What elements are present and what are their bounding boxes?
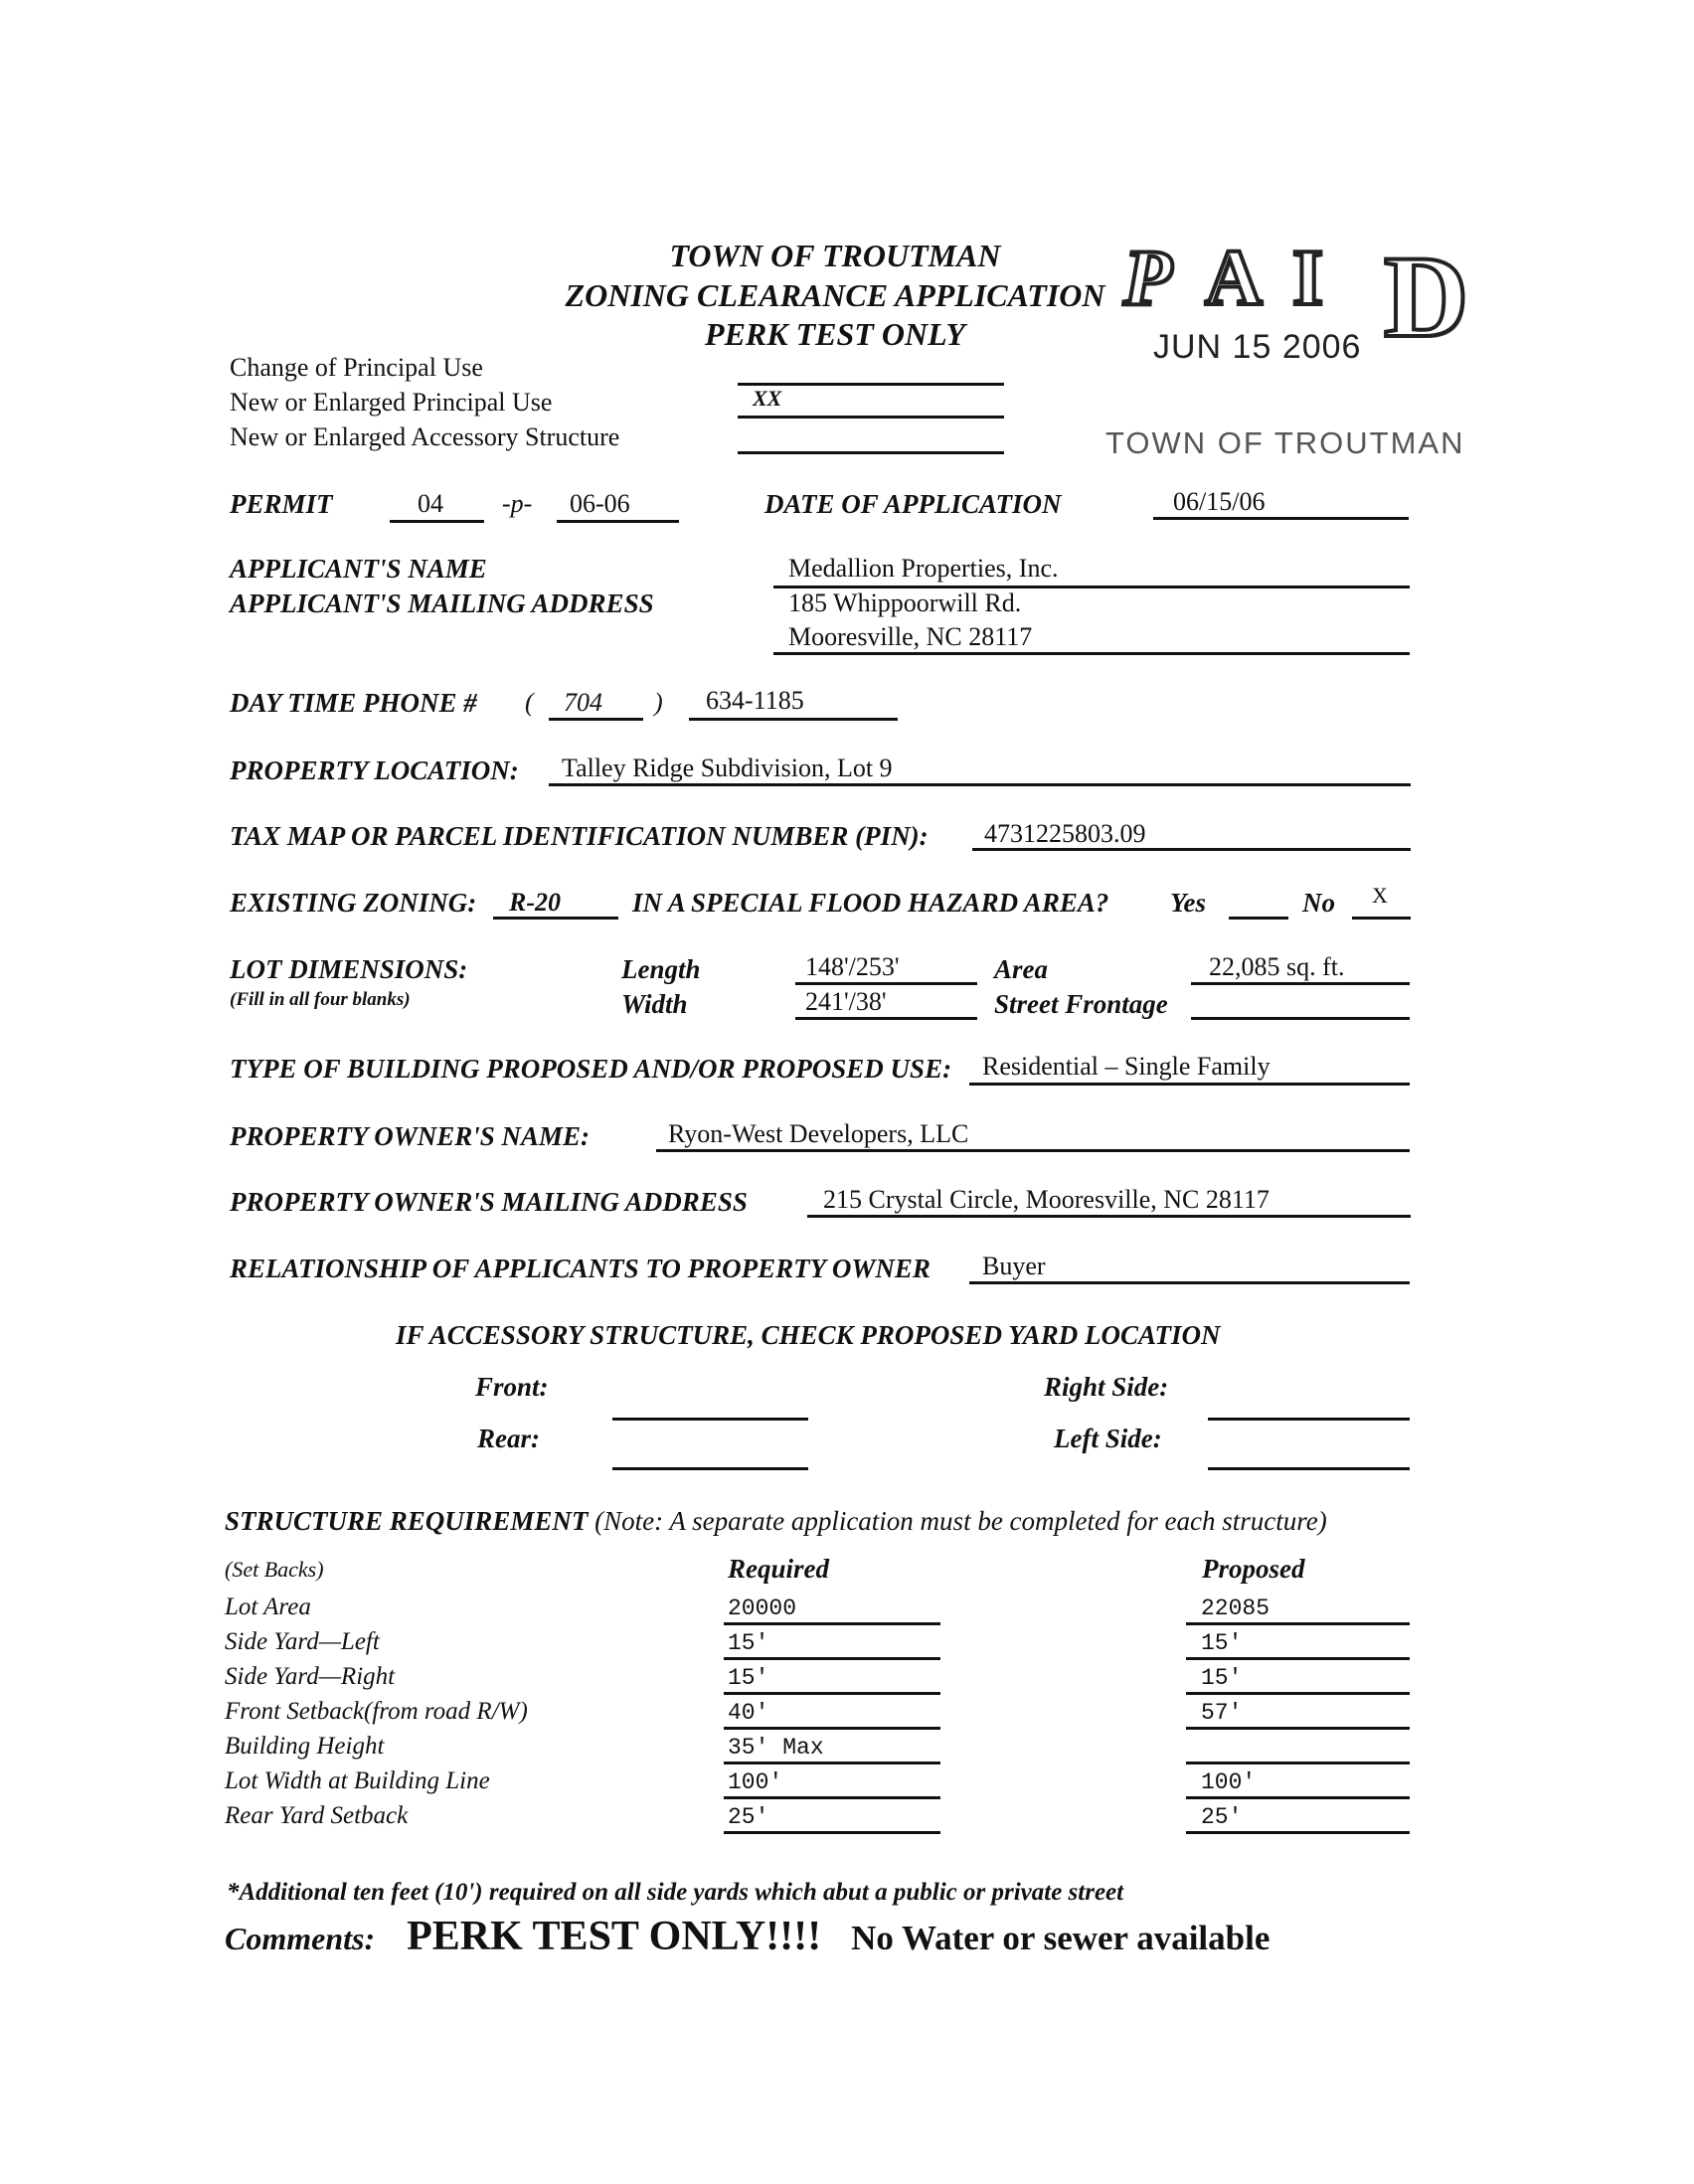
lot-length-value[interactable]: 148'/253': [805, 952, 900, 981]
owner-address-label: PROPERTY OWNER'S MAILING ADDRESS: [230, 1187, 748, 1217]
lot-width-field[interactable]: [795, 1017, 977, 1020]
relationship-value[interactable]: Buyer: [982, 1252, 1046, 1280]
property-location-label: PROPERTY LOCATION:: [230, 756, 519, 785]
proposed-header: Proposed: [1202, 1554, 1305, 1584]
building-type-field[interactable]: [969, 1083, 1410, 1086]
phone-open-paren: (: [525, 688, 534, 717]
structure-row-label: Front Setback(from road R/W): [225, 1698, 528, 1725]
lot-area-label: Area: [994, 954, 1048, 984]
use-new-principal-label: New or Enlarged Principal Use: [230, 388, 553, 417]
applicant-name-value[interactable]: Medallion Properties, Inc.: [788, 554, 1059, 583]
structure-row-proposed[interactable]: 100': [1201, 1769, 1257, 1795]
structure-heading-bold: STRUCTURE REQUIREMENT: [225, 1506, 589, 1536]
applicant-address-line2[interactable]: Mooresville, NC 28117: [788, 622, 1033, 651]
flood-hazard-label: IN A SPECIAL FLOOD HAZARD AREA?: [632, 888, 1109, 918]
stamp-letter-d: D: [1384, 232, 1469, 362]
comments-row: [225, 1913, 1270, 1960]
use-new-principal-field[interactable]: [738, 416, 1004, 419]
structure-row-label: Rear Yard Setback: [225, 1802, 409, 1829]
owner-name-label: PROPERTY OWNER'S NAME:: [230, 1121, 591, 1151]
use-accessory-field[interactable]: [738, 451, 1004, 454]
flood-no-field[interactable]: [1352, 917, 1411, 920]
structure-row-proposed-field[interactable]: [1186, 1657, 1410, 1660]
relationship-field[interactable]: [969, 1281, 1410, 1284]
form-title-application: ZONING CLEARANCE APPLICATION: [565, 277, 1105, 313]
stamp-town: TOWN OF TROUTMAN: [1105, 425, 1465, 460]
structure-row-required-field[interactable]: [724, 1796, 940, 1799]
phone-area-code-field[interactable]: [549, 718, 643, 721]
structure-row-required-field[interactable]: [724, 1831, 940, 1834]
structure-row-required-field[interactable]: [724, 1762, 940, 1764]
structure-row-label: Lot Width at Building Line: [225, 1767, 490, 1794]
structure-row-label: Building Height: [225, 1733, 385, 1760]
phone-number-value[interactable]: 634-1185: [706, 686, 804, 715]
permit-part2-field[interactable]: [557, 520, 679, 523]
permit-part1-value[interactable]: 04: [418, 489, 443, 518]
structure-row-required[interactable]: 20000: [728, 1596, 797, 1621]
lot-width-value[interactable]: 241'/38': [805, 987, 887, 1016]
existing-zoning-value[interactable]: R-20: [509, 888, 561, 917]
structure-row-proposed-field[interactable]: [1186, 1692, 1410, 1695]
required-header: Required: [728, 1554, 830, 1584]
structure-row-required-field[interactable]: [724, 1692, 940, 1695]
pin-value[interactable]: 4731225803.09: [984, 819, 1146, 848]
date-of-application-value[interactable]: 06/15/06: [1173, 487, 1266, 516]
stamp-letter-a: A: [1205, 235, 1263, 322]
phone-number-field[interactable]: [689, 718, 898, 721]
accessory-rear-label: Rear:: [477, 1424, 540, 1453]
owner-address-field[interactable]: [807, 1215, 1411, 1218]
structure-row-required[interactable]: 15': [728, 1630, 769, 1656]
relationship-label: RELATIONSHIP OF APPLICANTS TO PROPERTY OWNER: [230, 1254, 931, 1283]
structure-row-proposed-field[interactable]: [1186, 1762, 1410, 1764]
structure-row-proposed[interactable]: 15': [1201, 1665, 1243, 1691]
structure-row-proposed-field[interactable]: [1186, 1622, 1410, 1625]
pin-label: TAX MAP OR PARCEL IDENTIFICATION NUMBER (PIN):: [230, 821, 929, 851]
structure-row-proposed[interactable]: 25': [1201, 1804, 1243, 1830]
accessory-heading: IF ACCESSORY STRUCTURE, CHECK PROPOSED YARD LOCATION: [396, 1320, 1221, 1350]
phone-close-paren: ): [654, 688, 663, 717]
structure-row-required[interactable]: 100': [728, 1769, 783, 1795]
accessory-front-label: Front:: [475, 1372, 549, 1402]
phone-label: DAY TIME PHONE #: [230, 688, 477, 718]
structure-row-required-field[interactable]: [724, 1727, 940, 1730]
property-location-field[interactable]: [549, 783, 1411, 786]
structure-row-required[interactable]: 15': [728, 1665, 769, 1691]
applicant-address-line1[interactable]: 185 Whippoorwill Rd.: [788, 588, 1022, 617]
structure-heading-note: (Note: A separate application must be completed for each structure): [594, 1506, 1327, 1536]
date-of-application-field[interactable]: [1153, 517, 1409, 520]
accessory-right-side-field[interactable]: [1208, 1418, 1410, 1421]
structure-row-required-field[interactable]: [724, 1657, 940, 1660]
existing-zoning-label: EXISTING ZONING:: [230, 888, 477, 918]
structure-row-required[interactable]: 35' Max: [728, 1735, 824, 1761]
stamp-letter-i: I: [1292, 235, 1324, 322]
building-type-label: TYPE OF BUILDING PROPOSED AND/OR PROPOSED USE:: [230, 1054, 952, 1084]
structure-row-required[interactable]: 25': [728, 1804, 769, 1830]
owner-name-value[interactable]: Ryon-West Developers, LLC: [668, 1119, 969, 1148]
building-type-value[interactable]: Residential – Single Family: [982, 1052, 1270, 1081]
street-frontage-field[interactable]: [1191, 1017, 1410, 1020]
date-of-application-label: DATE OF APPLICATION: [764, 489, 1062, 519]
lot-length-label: Length: [621, 954, 701, 984]
existing-zoning-field[interactable]: [493, 917, 618, 920]
owner-name-field[interactable]: [656, 1149, 1410, 1152]
use-change-principal-label: Change of Principal Use: [230, 353, 483, 382]
accessory-right-side-label: Right Side:: [1044, 1372, 1169, 1402]
structure-heading: [225, 1506, 1327, 1537]
structure-row-required-field[interactable]: [724, 1622, 940, 1625]
lot-dimensions-sublabel: (Fill in all four blanks): [230, 989, 411, 1010]
lot-area-field[interactable]: [1191, 982, 1410, 985]
structure-row-label: Side Yard—Right: [225, 1663, 396, 1690]
form-title-perk: PERK TEST ONLY: [705, 316, 965, 352]
accessory-left-side-label: Left Side:: [1054, 1424, 1162, 1453]
paid-stamp: [1105, 232, 1481, 487]
structure-row-label: Lot Area: [225, 1594, 311, 1620]
permit-part1-field[interactable]: [390, 520, 484, 523]
lot-area-value[interactable]: 22,085 sq. ft.: [1209, 952, 1345, 981]
lot-length-field[interactable]: [795, 982, 977, 985]
phone-area-code-value[interactable]: 704: [564, 688, 602, 717]
additional-note: *Additional ten feet (10') required on all side yards which abut a public or private street: [227, 1879, 1124, 1906]
flood-yes-field[interactable]: [1229, 917, 1288, 920]
accessory-front-field[interactable]: [612, 1418, 808, 1421]
accessory-rear-field[interactable]: [612, 1467, 808, 1470]
structure-row-required[interactable]: 40': [728, 1700, 769, 1726]
permit-separator: -p-: [502, 489, 533, 518]
structure-row-proposed[interactable]: 57': [1201, 1700, 1243, 1726]
applicant-address-label: APPLICANT'S MAILING ADDRESS: [230, 588, 654, 618]
applicant-address-field[interactable]: [773, 652, 1410, 655]
stamp-date: JUN 15 2006: [1153, 328, 1362, 366]
flood-yes-label: Yes: [1170, 888, 1206, 918]
structure-row-proposed-field[interactable]: [1186, 1727, 1410, 1730]
comments-extra: No Water or sewer available: [851, 1919, 1270, 1957]
owner-address-value[interactable]: 215 Crystal Circle, Mooresville, NC 28117: [823, 1185, 1270, 1214]
structure-row-proposed[interactable]: 15': [1201, 1630, 1243, 1656]
permit-label: PERMIT: [230, 489, 333, 519]
structure-row-proposed-field[interactable]: [1186, 1796, 1410, 1799]
structure-row-proposed[interactable]: 22085: [1201, 1596, 1270, 1621]
form-title-town: TOWN OF TROUTMAN: [669, 238, 1001, 273]
street-frontage-label: Street Frontage: [994, 989, 1168, 1019]
comments-main: PERK TEST ONLY!!!!: [407, 1914, 822, 1959]
pin-field[interactable]: [972, 848, 1411, 851]
structure-row-label: Side Yard—Left: [225, 1628, 380, 1655]
stamp-letter-p: P: [1123, 235, 1172, 322]
setbacks-label: (Set Backs): [225, 1557, 324, 1582]
accessory-left-side-field[interactable]: [1208, 1467, 1410, 1470]
permit-part2-value[interactable]: 06-06: [570, 489, 630, 518]
property-location-value[interactable]: Talley Ridge Subdivision, Lot 9: [562, 754, 893, 782]
lot-width-label: Width: [621, 989, 688, 1019]
use-accessory-label: New or Enlarged Accessory Structure: [230, 422, 620, 451]
lot-dimensions-label: LOT DIMENSIONS:: [230, 954, 468, 984]
comments-label: Comments:: [225, 1921, 376, 1956]
applicant-name-label: APPLICANT'S NAME: [230, 554, 487, 584]
flood-no-label: No: [1302, 888, 1335, 918]
structure-row-proposed-field[interactable]: [1186, 1831, 1410, 1834]
flood-no-value[interactable]: X: [1372, 883, 1388, 908]
use-new-principal-value[interactable]: XX: [753, 386, 782, 411]
